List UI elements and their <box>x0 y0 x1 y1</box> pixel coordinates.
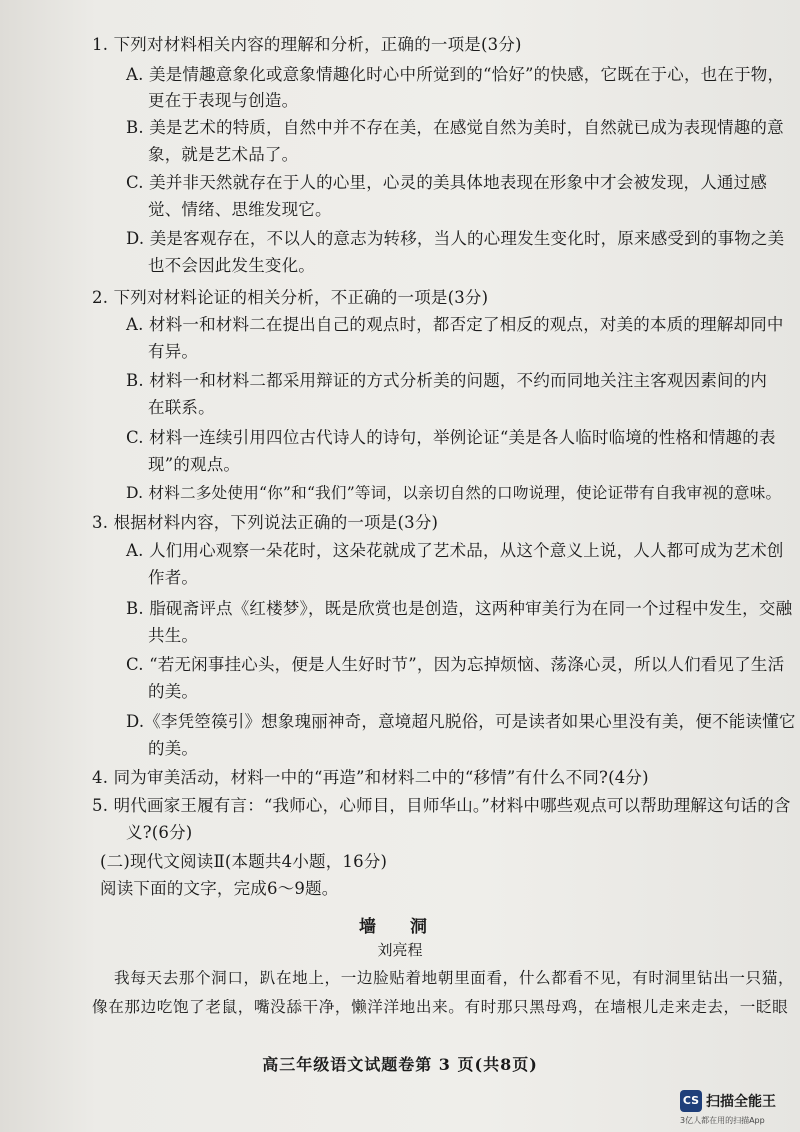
q2-option-b-line1: B. 材料一和材料二都采用辩证的方式分析美的问题，不约而同地关注主客观因素间的内 <box>126 371 768 390</box>
q3-option-b-line2: 共生。 <box>148 626 199 645</box>
q3-option-c-line1: C. “若无闲事挂心头，便是人生好时节”，因为忘掉烦恼、荡涤心灵，所以人们看见了生活 <box>126 655 785 674</box>
page-footer: 高三年级语文试题卷第 3 页(共8页) <box>262 1055 538 1074</box>
q3-option-d-line1: D.《李凭箜篌引》想象瑰丽神奇，意境超凡脱俗，可是读者如果心里没有美，便不能读懂它 <box>126 712 796 731</box>
q3-option-b-line1: B. 脂砚斋评点《红楼梦》，既是欣赏也是创造，这两种审美行为在同一个过程中发生，交融 <box>126 599 793 618</box>
section-heading: (二)现代文阅读Ⅱ(本题共4小题，16分) <box>100 852 388 871</box>
q1-option-d-line2: 也不会因此发生变化。 <box>148 256 315 275</box>
q3-option-d-line2: 的美。 <box>148 739 199 758</box>
watermark-app-name: 扫描全能王 <box>706 1094 776 1110</box>
reading-instruction: 阅读下面的文字，完成6～9题。 <box>100 879 339 898</box>
q2-option-d: D. 材料二多处使用“你”和“我们”等词，以亲切自然的口吻说理，使论证带有自我审视的意味。 <box>126 484 782 502</box>
story-author: 刘亮程 <box>377 941 423 959</box>
question-2-stem: 2. 下列对材料论证的相关分析，不正确的一项是(3分) <box>92 288 489 307</box>
camscanner-logo-icon: CS <box>680 1090 702 1112</box>
story-title: 墙 洞 <box>359 917 441 937</box>
scanner-watermark <box>676 1090 800 1130</box>
q1-option-b-line1: B. 美是艺术的特质，自然中并不存在美，在感觉自然为美时，自然就已成为表现情趣的意 <box>126 118 784 137</box>
q3-option-a-line1: A. 人们用心观察一朵花时，这朵花就成了艺术品，从这个意义上说，人人都可成为艺术创 <box>126 541 784 560</box>
question-5-line2: 义?(6分) <box>126 823 193 842</box>
question-3-stem: 3. 根据材料内容，下列说法正确的一项是(3分) <box>92 513 439 532</box>
q1-option-d-line1: D. 美是客观存在，不以人的意志为转移，当人的心理发生变化时，原来感受到的事物之美 <box>126 229 785 248</box>
q2-option-b-line2: 在联系。 <box>148 398 215 417</box>
q3-option-c-line2: 的美。 <box>148 682 199 701</box>
q1-option-a-line2: 更在于表现与创造。 <box>148 91 299 110</box>
q3-option-a-line2: 作者。 <box>148 568 199 587</box>
q2-option-a-line1: A. 材料一和材料二在提出自己的观点时，都否定了相反的观点，对美的本质的理解却同中 <box>126 315 784 334</box>
question-4: 4. 同为审美活动，材料一中的“再造”和材料二中的“移情”有什么不同?(4分) <box>92 768 649 787</box>
question-1-stem: 1. 下列对材料相关内容的理解和分析，正确的一项是(3分) <box>92 35 522 54</box>
question-5-line1: 5. 明代画家王履有言：“我师心，心师目，目师华山。”材料中哪些观点可以帮助理解这句话的含 <box>92 796 791 815</box>
q1-option-c-line1: C. 美并非天然就存在于人的心里，心灵的美具体地表现在形象中才会被发现，人通过感 <box>126 173 768 192</box>
q1-option-b-line2: 象，就是艺术品了。 <box>148 145 299 164</box>
q1-option-a-line1: A. 美是情趣意象化或意象情趣化时心中所觉到的“恰好”的快感，它既在于心，也在于物， <box>126 65 785 84</box>
story-paragraph-line1: 我每天去那个洞口，趴在地上，一边脸贴着地朝里面看，什么都看不见，有时洞里钻出一只猫， <box>114 969 795 987</box>
q1-option-c-line2: 觉、情绪、思维发现它。 <box>148 200 332 219</box>
q2-option-a-line2: 有异。 <box>148 342 199 361</box>
q2-option-c-line2: 现”的观点。 <box>148 455 241 474</box>
q2-option-c-line1: C. 材料一连续引用四位古代诗人的诗句，举例论证“美是各人临时临境的性格和情趣的表 <box>126 428 776 447</box>
watermark-tagline: 3亿人都在用的扫描App <box>680 1116 765 1125</box>
story-paragraph-line2: 像在那边吃饱了老鼠，嘴没舔干净，懒洋洋地出来。有时那只黑母鸡，在墙根儿走来走去，一眨眼 <box>92 998 789 1016</box>
